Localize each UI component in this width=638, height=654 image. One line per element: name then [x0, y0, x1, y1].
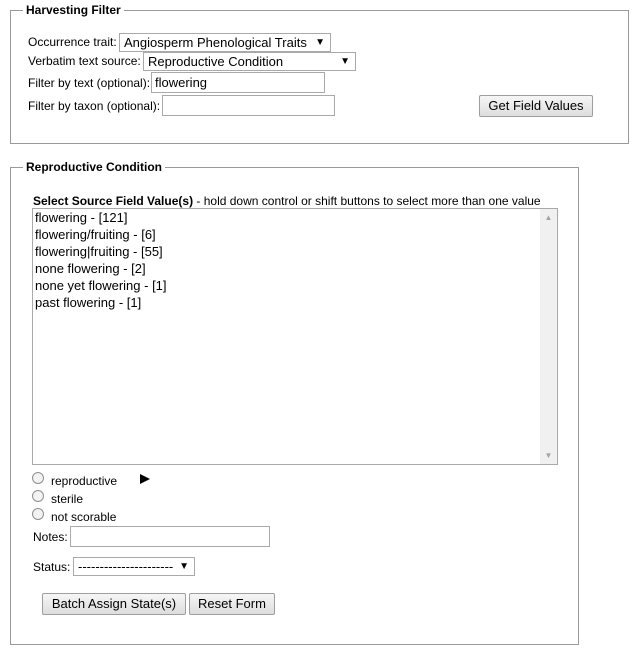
list-item[interactable]: none flowering - [2]	[35, 261, 146, 276]
occurrence-trait-value: Angiosperm Phenological Traits	[124, 35, 307, 50]
filter-text-label: Filter by text (optional):	[28, 76, 151, 90]
scroll-up-icon[interactable]: ▲	[544, 213, 553, 222]
batch-assign-button[interactable]: Batch Assign State(s)	[42, 593, 186, 615]
caret-down-icon: ▼	[340, 56, 350, 67]
select-source-heading-bold: Select Source Field Value(s)	[33, 194, 194, 208]
reset-form-button[interactable]: Reset Form	[189, 593, 275, 615]
play-triangle-icon[interactable]	[140, 474, 150, 484]
source-values-listbox[interactable]	[32, 208, 558, 465]
status-select[interactable]	[73, 557, 195, 576]
notes-input[interactable]	[70, 526, 270, 547]
list-item[interactable]: none yet flowering - [1]	[35, 278, 167, 293]
verbatim-source-value: Reproductive Condition	[148, 54, 284, 69]
list-item[interactable]: flowering|fruiting - [55]	[35, 244, 163, 259]
filter-text-input[interactable]: flowering	[151, 72, 325, 93]
radio-not-scorable[interactable]	[32, 508, 44, 520]
listbox-scrollbar[interactable]	[540, 209, 557, 464]
select-source-heading	[33, 194, 541, 208]
radio-sterile-label: sterile	[51, 492, 84, 506]
filter-taxon-label: Filter by taxon (optional):	[28, 99, 161, 113]
radio-reproductive[interactable]	[32, 472, 44, 484]
harvesting-filter-legend: Harvesting Filter	[26, 3, 121, 17]
list-item[interactable]: flowering/fruiting - [6]	[35, 227, 156, 242]
select-source-heading-hint: - hold down control or shift buttons to select more than one value	[193, 194, 541, 208]
radio-not-scorable-label: not scorable	[51, 510, 117, 524]
notes-label: Notes:	[33, 530, 68, 544]
occurrence-trait-label: Occurrence trait:	[28, 35, 117, 49]
caret-down-icon: ▼	[179, 561, 189, 572]
list-item[interactable]: flowering - [121]	[35, 210, 128, 225]
radio-reproductive-label: reproductive	[51, 474, 118, 488]
verbatim-source-select[interactable]	[143, 52, 356, 71]
reproductive-condition-legend: Reproductive Condition	[26, 160, 162, 174]
scroll-down-icon[interactable]: ▼	[544, 451, 553, 460]
occurrence-trait-select[interactable]	[119, 33, 331, 52]
status-value: ----------------------	[78, 559, 174, 574]
get-field-values-button[interactable]: Get Field Values	[479, 95, 593, 117]
list-item[interactable]: past flowering - [1]	[35, 295, 142, 310]
verbatim-source-label: Verbatim text source:	[28, 54, 141, 68]
filter-taxon-input[interactable]	[162, 95, 335, 116]
radio-sterile[interactable]	[32, 490, 44, 502]
status-label: Status:	[33, 560, 71, 574]
caret-down-icon: ▼	[315, 37, 325, 48]
